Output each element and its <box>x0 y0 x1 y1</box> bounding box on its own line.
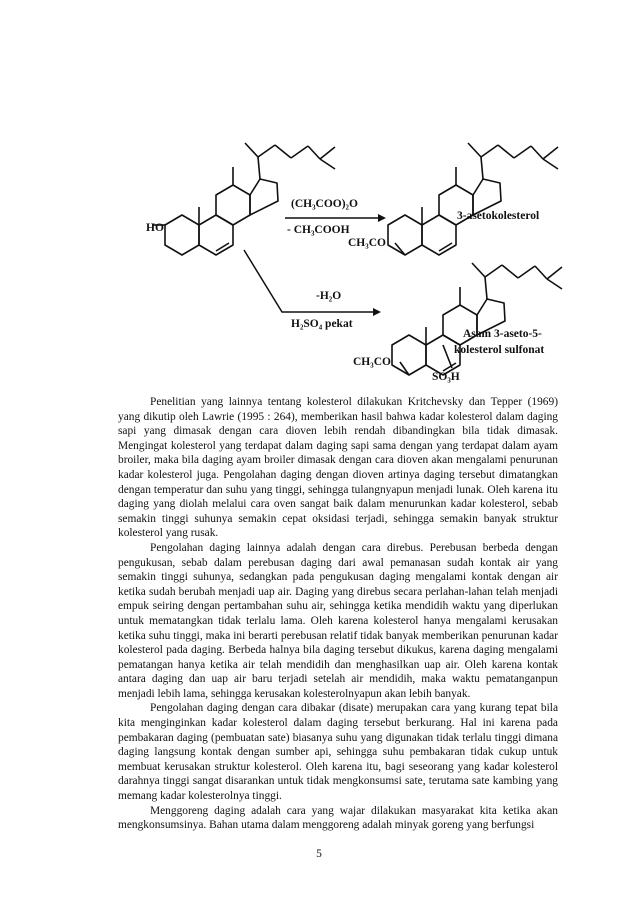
page-number: 5 <box>316 848 322 860</box>
sulfonic-acid-structure <box>392 263 562 375</box>
product2-name-line2: kolesterol sulfonat <box>454 344 545 356</box>
product1-name-label: 3-asetokolesterol <box>457 210 540 222</box>
acetocholesterol-structure <box>388 143 558 255</box>
body-text <box>118 395 558 833</box>
reagent-bottom-label: - CH₃COOH <box>287 224 350 236</box>
paragraph: Pengolahan daging lainnya adalah dengan cara direbus. Perebusan berbeda dengan pengukusan, sebab dalam perebusan daging dari awal pemanasan sudah kontak air yang semakin tinggi suhunya, sedangkan pada pengukusan daging mengalami kontak dengan air ketika sudah berubah menjadi uap air. Daging yang direbus secara perlahan-lahan telah menjadi empuk seiring dengan pertambahan suhu air, sehingga ketika mendidih waktu yang diperlukan untuk mematangkan tidak terlalu lama. Oleh karena kolesterol hanya mengalami kerusakan ketika suhu tinggi, maka ini berarti perebusan relatif tidak banyak memberikan penurunan kadar kolesterol pada daging. Berbeda halnya bila daging tersebut dikukus, karena daging mengalami pematangan hanya ketika air telah mendidih dan menghasilkan uap air. Oleh karena kontak antara daging dan uap air baru terjadi setelah air mendidih, maka waktu pematanganpun menjadi lebih lama, sehingga kerusakan kolesterolnyapun akan lebih banyak. <box>118 541 558 700</box>
reaction-arrow-2 <box>244 250 381 316</box>
product2-acetyl-label: CH₃CO <box>353 356 391 368</box>
product2-name-line1: Asam 3-aseto-5- <box>463 328 542 340</box>
paragraph: Pengolahan daging dengan cara dibakar (disate) merupakan cara yang kurang tepat bila kita menginginkan kadar kolesterol dalam daging tersebut berkurang. Hal ini karena pada pembakaran daging (pembuatan sate) biasanya suhu yang digunakan tidak terlalu tinggi dimana daging langsung kontak dengan sumber api, sehingga suhu pembakaran tidak cukup untuk membuat kerusakan struktur kolesterol. Oleh karena itu, bagi seseorang yang kadar kolesterol darahnya tinggi sangat disarankan untuk tidak mengkonsumsi sate, terutama sate kambing yang memang kadar kolesterolnya tinggi. <box>118 702 558 803</box>
reagent2-top-label: -H₂O <box>316 290 342 302</box>
reaction-scheme <box>0 120 638 390</box>
paragraph: Penelitian yang lainnya tentang kolesterol dilakukan Kritchevsky dan Tepper (1969) yang dikutip oleh Lawrie (1995 : 264), memberikan hasil bahwa kadar kolesterol dalam daging sapi yang dimasak dengan cara dioven lebih rendah dibandingkan bila tidak dimasak. Mengingat kolesterol yang terdapat dalam daging sapi sama dengan yang terdapat dalam ayam broiler, maka bila daging ayam broiler dimasak dengan cara dioven akan mengalami penurunan kadar kolesterol juga. Pengolahan daging dengan dioven artinya daging tersebut dimatangkan dengan temperatur dan suhu yang tinggi, sehingga tulangnyapun menjadi lunak. Oleh karena itu daging yang diolah melalui cara oven sangat baik dalam menurunkan kadar kolesterol, sebab semakin tinggi suhunya semakin cepat oksidasi terjadi, sehingga semakin banyak struktur kolesterol yang rusak. <box>118 396 558 540</box>
product1-acetyl-label: CH₃CO <box>348 237 386 249</box>
product2-sulfonate-label: SO₃H <box>432 371 460 383</box>
reaction-arrow-1 <box>285 214 386 222</box>
reagent-top-label: (CH₃COO)₂O <box>291 198 358 210</box>
reactant-hydroxyl-label: HO <box>146 222 164 234</box>
paragraph: Menggoreng daging adalah cara yang wajar dilakukan masyarakat kita ketika akan mengkonsumsinya. Bahan utama dalam menggoreng adalah minyak goreng yang berfungsi <box>118 804 558 832</box>
reagent2-bottom-label: H₂SO₄ pekat <box>291 318 353 330</box>
